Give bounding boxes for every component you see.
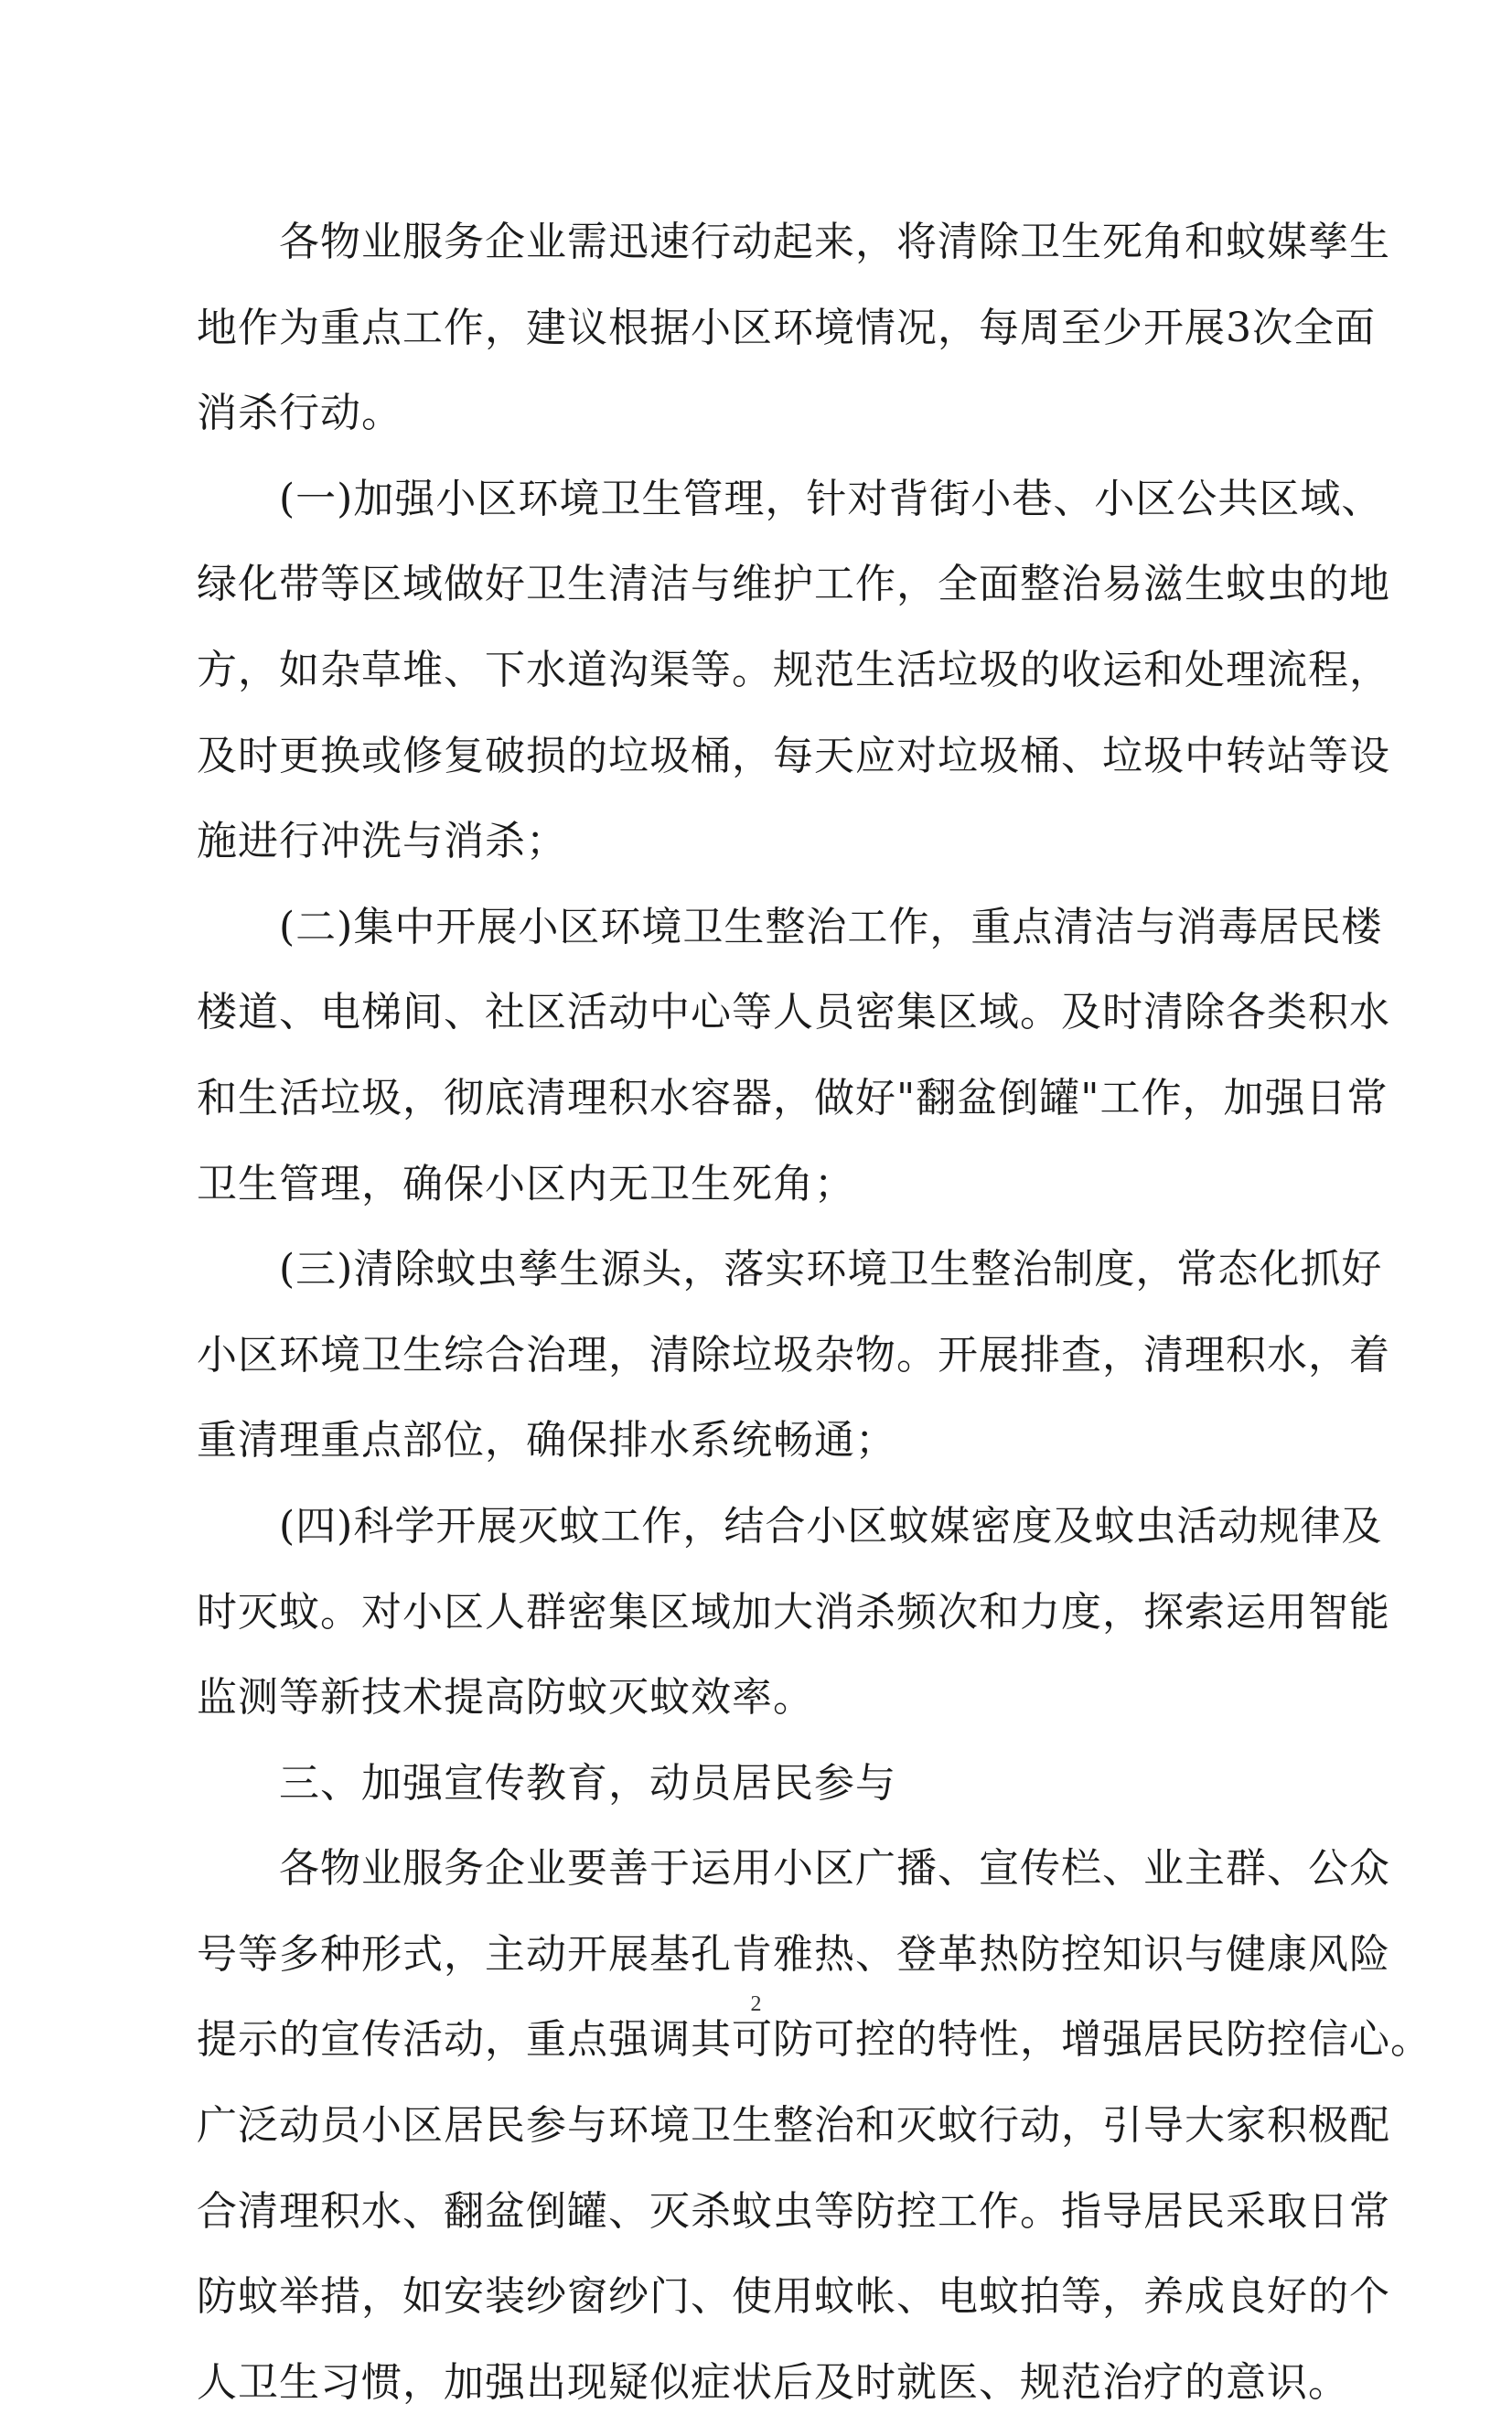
text-line: (一)加强小区环境卫生管理，针对背街小巷、小区公共区域、 bbox=[197, 475, 1383, 522]
text-line: 各物业服务企业要善于运用小区广播、宣传栏、业主群、公众 bbox=[197, 1845, 1390, 1893]
text-line: 提示的宣传活动，重点强调其可防可控的特性，增强居民防控信心。 bbox=[197, 2016, 1432, 2064]
text-line: 和生活垃圾，彻底清理积水容器，做好"翻盆倒罐"工作，加强日常 bbox=[197, 1074, 1389, 1121]
text-line: 合清理积水、翻盆倒罐、灭杀蚊虫等防控工作。指导居民采取日常 bbox=[197, 2187, 1390, 2235]
text-line: 方，如杂草堆、下水道沟渠等。规范生活垃圾的收运和处理流程， bbox=[197, 646, 1390, 693]
text-line: 号等多种形式，主动开展基孔肯雅热、登革热防控知识与健康风险 bbox=[197, 1930, 1390, 1978]
text-line: 人卫生习惯，加强出现疑似症状后及时就医、规范治疗的意识。 bbox=[197, 2358, 1349, 2406]
text-line: 广泛动员小区居民参与环境卫生整治和灭蚊行动，引导大家积极配 bbox=[197, 2102, 1390, 2150]
text-line: 及时更换或修复破损的垃圾桶，每天应对垃圾桶、垃圾中转站等设 bbox=[197, 732, 1390, 779]
text-line: 消杀行动。 bbox=[197, 390, 402, 437]
text-line: 各物业服务企业需迅速行动起来，将清除卫生死角和蚊媒孳生 bbox=[197, 219, 1390, 265]
text-line: (三)清除蚊虫孳生源头，落实环境卫生整治制度，常态化抓好 bbox=[197, 1246, 1383, 1293]
text-line: 三、加强宣传教育，动员居民参与 bbox=[197, 1759, 896, 1807]
text-line: (四)科学开展灭蚊工作，结合小区蚊媒密度及蚊虫活动规律及 bbox=[197, 1502, 1383, 1550]
text-line: 时灭蚊。对小区人群密集区域加大消杀频次和力度，探索运用智能 bbox=[197, 1588, 1390, 1636]
text-line: 重清理重点部位，确保排水系统畅通； bbox=[197, 1417, 896, 1465]
text-line: 绿化带等区域做好卫生清洁与维护工作，全面整治易滋生蚊虫的地 bbox=[197, 561, 1390, 608]
text-line: 小区环境卫生综合治理，清除垃圾杂物。开展排查，清理积水，着 bbox=[197, 1331, 1390, 1379]
text-line: (二)集中开展小区环境卫生整治工作，重点清洁与消毒居民楼 bbox=[197, 903, 1383, 950]
text-line: 地作为重点工作，建议根据小区环境情况，每周至少开展3次全面 bbox=[197, 304, 1376, 351]
text-line: 监测等新技术提高防蚊灭蚊效率。 bbox=[197, 1674, 814, 1722]
text-line: 防蚊举措，如安装纱窗纱门、使用蚊帐、电蚊拍等，养成良好的个 bbox=[197, 2273, 1390, 2321]
page-number: 2 bbox=[750, 1992, 762, 2016]
document-body bbox=[197, 199, 1432, 2425]
text-line: 卫生管理，确保小区内无卫生死角； bbox=[197, 1160, 855, 1207]
text-line: 楼道、电梯间、社区活动中心等人员密集区域。及时清除各类积水 bbox=[197, 989, 1390, 1036]
text-line: 施进行冲洗与消杀； bbox=[197, 818, 567, 865]
